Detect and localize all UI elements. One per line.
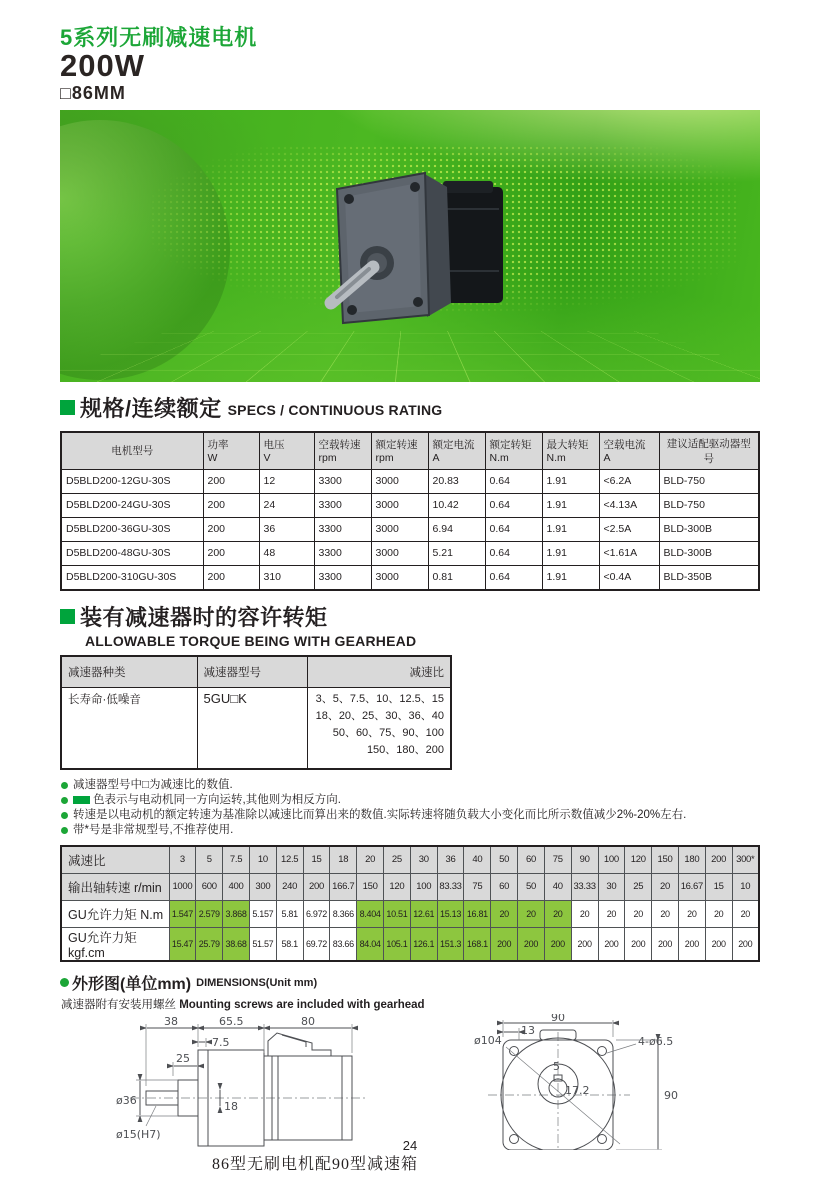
specs-cell: 3000 bbox=[371, 565, 428, 590]
mounting-note bbox=[61, 996, 760, 1012]
specs-cell: 0.64 bbox=[485, 517, 542, 541]
torque-cell: 240 bbox=[276, 873, 303, 900]
torque-cell: 38.68 bbox=[223, 927, 250, 961]
mounting-note-cn: 减速器附有安装用螺丝 bbox=[61, 998, 176, 1011]
torque-cell: 120 bbox=[384, 873, 411, 900]
table-row bbox=[61, 687, 451, 769]
svg-text:65.5: 65.5 bbox=[219, 1014, 244, 1028]
bullet-icon bbox=[61, 827, 68, 834]
torque-cell: 100 bbox=[410, 873, 437, 900]
mounting-note-en: Mounting screws are included with gearhead bbox=[179, 998, 425, 1011]
torque-cell: 69.72 bbox=[303, 927, 330, 961]
specs-cell: 200 bbox=[203, 565, 259, 590]
torque-cell: 5.157 bbox=[249, 900, 276, 927]
gearhead-section-heading bbox=[60, 601, 760, 632]
torque-cell: 150 bbox=[357, 873, 384, 900]
specs-cell: 3000 bbox=[371, 517, 428, 541]
specs-cell: 20.83 bbox=[428, 469, 485, 493]
specs-column-header: 电机型号 bbox=[61, 432, 203, 470]
specs-title-en: SPECS / CONTINUOUS RATING bbox=[227, 402, 443, 419]
note-item bbox=[60, 823, 760, 838]
torque-cell: 60 bbox=[518, 846, 545, 874]
power-rating: 200W bbox=[60, 48, 145, 84]
specs-cell: 36 bbox=[259, 517, 314, 541]
torque-cell: 5 bbox=[196, 846, 223, 874]
specs-cell: D5BLD200-24GU-30S bbox=[61, 493, 203, 517]
torque-cell: 10 bbox=[249, 846, 276, 874]
note-item bbox=[60, 808, 760, 823]
svg-text:ø15(H7): ø15(H7) bbox=[116, 1127, 161, 1141]
specs-cell: D5BLD200-48GU-30S bbox=[61, 541, 203, 565]
column-unit: W bbox=[207, 452, 218, 465]
torque-cell: 2.579 bbox=[196, 900, 223, 927]
torque-cell: 150 bbox=[652, 846, 679, 874]
table-row bbox=[61, 541, 759, 565]
table-row bbox=[61, 873, 759, 900]
torque-cell: 20 bbox=[544, 900, 571, 927]
svg-text:17.2: 17.2 bbox=[565, 1083, 590, 1097]
bullet-icon bbox=[61, 812, 68, 819]
torque-cell: 83.33 bbox=[437, 873, 464, 900]
torque-cell: 400 bbox=[223, 873, 250, 900]
torque-cell: 58.1 bbox=[276, 927, 303, 961]
torque-cell: 120 bbox=[625, 846, 652, 874]
torque-table bbox=[60, 845, 760, 962]
specs-column-header: 功率 W bbox=[203, 432, 259, 470]
torque-cell: 20 bbox=[652, 873, 679, 900]
torque-cell: 40 bbox=[544, 873, 571, 900]
table-row bbox=[61, 469, 759, 493]
torque-cell: 75 bbox=[464, 873, 491, 900]
torque-cell: 200 bbox=[491, 927, 518, 961]
specs-cell: 0.64 bbox=[485, 541, 542, 565]
torque-cell: 40 bbox=[464, 846, 491, 874]
specs-cell: 6.94 bbox=[428, 517, 485, 541]
note-text: 减速器型号中□为减速比的数值. bbox=[73, 778, 233, 791]
dimensions-title-en: DIMENSIONS(Unit mm) bbox=[196, 977, 318, 990]
torque-cell: 12.61 bbox=[410, 900, 437, 927]
torque-cell: 20 bbox=[652, 900, 679, 927]
torque-cell: 8.366 bbox=[330, 900, 357, 927]
torque-cell: 51.57 bbox=[249, 927, 276, 961]
torque-cell: 10 bbox=[732, 873, 759, 900]
torque-cell: 20 bbox=[491, 900, 518, 927]
specs-column-header: 额定转矩 N.m bbox=[485, 432, 542, 470]
note-text: 带*号是非常规型号,不推荐使用. bbox=[73, 824, 234, 837]
torque-cell: 200 bbox=[518, 927, 545, 961]
specs-cell: 1.91 bbox=[542, 493, 599, 517]
table-row bbox=[61, 656, 451, 688]
torque-cell: 200 bbox=[732, 927, 759, 961]
table-row bbox=[61, 927, 759, 961]
svg-text:5: 5 bbox=[553, 1059, 560, 1073]
column-unit: A bbox=[432, 452, 440, 465]
torque-cell: 100 bbox=[598, 846, 625, 874]
column-unit: rpm bbox=[318, 452, 337, 465]
page-footer bbox=[60, 1138, 760, 1182]
torque-cell: 60 bbox=[491, 873, 518, 900]
specs-column-header: 空载电流 A bbox=[599, 432, 659, 470]
torque-cell: 15.47 bbox=[169, 927, 196, 961]
svg-text:90: 90 bbox=[664, 1088, 678, 1102]
torque-cell: 20 bbox=[678, 900, 705, 927]
specs-cell: 1.91 bbox=[542, 565, 599, 590]
column-unit: V bbox=[263, 452, 271, 465]
torque-cell: 33.33 bbox=[571, 873, 598, 900]
note-item bbox=[60, 793, 760, 808]
green-direction-swatch-icon bbox=[73, 796, 90, 804]
torque-cell: 105.1 bbox=[384, 927, 411, 961]
specs-title-cn: 规格/连续额定 bbox=[80, 395, 222, 421]
torque-table-body bbox=[61, 846, 759, 961]
specs-cell: 200 bbox=[203, 469, 259, 493]
torque-cell: 50 bbox=[491, 846, 518, 874]
torque-cell: 20 bbox=[625, 900, 652, 927]
specs-cell: 3300 bbox=[314, 565, 371, 590]
torque-cell: 30 bbox=[410, 846, 437, 874]
torque-cell: 15 bbox=[303, 846, 330, 874]
specs-table-body bbox=[61, 469, 759, 590]
torque-cell: 126.1 bbox=[410, 927, 437, 961]
column-unit: A bbox=[603, 452, 611, 465]
specs-cell: BLD-300B bbox=[659, 517, 759, 541]
specs-cell: D5BLD200-12GU-30S bbox=[61, 469, 203, 493]
column-unit: N.m bbox=[546, 452, 566, 465]
svg-text:ø104: ø104 bbox=[474, 1033, 502, 1047]
table-row bbox=[61, 846, 759, 874]
svg-text:ø36: ø36 bbox=[116, 1093, 137, 1107]
specs-cell: 10.42 bbox=[428, 493, 485, 517]
torque-cell: 1000 bbox=[169, 873, 196, 900]
gearhead-title-en: ALLOWABLE TORQUE BEING WITH GEARHEAD bbox=[85, 632, 417, 649]
torque-cell: 3.868 bbox=[223, 900, 250, 927]
torque-cell: 7.5 bbox=[223, 846, 250, 874]
torque-cell: 20 bbox=[357, 846, 384, 874]
column-unit: N.m bbox=[489, 452, 509, 465]
specs-cell: 3300 bbox=[314, 493, 371, 517]
svg-text:80: 80 bbox=[301, 1014, 315, 1028]
gearhead-title-cn: 装有减速器时的容许转矩 bbox=[80, 604, 328, 630]
table-row bbox=[61, 432, 759, 470]
torque-cell: 16.67 bbox=[678, 873, 705, 900]
specs-table-head bbox=[61, 432, 759, 470]
gearhead-table bbox=[60, 655, 452, 770]
torque-cell: 200 bbox=[705, 927, 732, 961]
specs-cell: BLD-750 bbox=[659, 493, 759, 517]
specs-column-header: 空载转速 rpm bbox=[314, 432, 371, 470]
note-item bbox=[60, 778, 760, 793]
svg-text:13: 13 bbox=[521, 1023, 535, 1037]
dimensions-heading bbox=[60, 971, 760, 994]
torque-cell: 200 bbox=[571, 927, 598, 961]
svg-text:18: 18 bbox=[224, 1099, 238, 1113]
specs-cell: 48 bbox=[259, 541, 314, 565]
torque-row-label: 减速比 bbox=[61, 846, 169, 874]
gearhead-ratios: 3、5、7.5、10、12.5、15 18、20、25、30、36、40 50、60、75、90、100 150、180、200 bbox=[307, 687, 451, 769]
specs-cell: 200 bbox=[203, 541, 259, 565]
notes-list bbox=[60, 778, 760, 839]
specs-column-header: 电压 V bbox=[259, 432, 314, 470]
specs-cell: 0.64 bbox=[485, 469, 542, 493]
torque-cell: 25.79 bbox=[196, 927, 223, 961]
specs-cell: 3300 bbox=[314, 517, 371, 541]
torque-cell: 16.81 bbox=[464, 900, 491, 927]
torque-cell: 18 bbox=[330, 846, 357, 874]
specs-cell: 3300 bbox=[314, 469, 371, 493]
svg-text:25: 25 bbox=[176, 1051, 190, 1065]
torque-cell: 5.81 bbox=[276, 900, 303, 927]
gear-motor-photo bbox=[285, 151, 535, 351]
specs-cell: BLD-350B bbox=[659, 565, 759, 590]
green-square-icon bbox=[60, 609, 75, 624]
torque-cell: 15 bbox=[705, 873, 732, 900]
svg-text:38: 38 bbox=[164, 1014, 178, 1028]
specs-cell: 3000 bbox=[371, 469, 428, 493]
torque-cell: 83.66 bbox=[330, 927, 357, 961]
note-text: 转速是以电动机的额定转速为基准除以减速比而算出来的数值.实际转速将随负载大小变化而比所示数值减少2%-20%左右. bbox=[73, 809, 687, 822]
torque-cell: 36 bbox=[437, 846, 464, 874]
specs-cell: <0.4A bbox=[599, 565, 659, 590]
torque-cell: 200 bbox=[598, 927, 625, 961]
torque-cell: 300 bbox=[249, 873, 276, 900]
torque-cell: 20 bbox=[732, 900, 759, 927]
specs-section-heading bbox=[60, 392, 760, 423]
torque-cell: 8.404 bbox=[357, 900, 384, 927]
specs-cell: 0.64 bbox=[485, 565, 542, 590]
torque-cell: 90 bbox=[571, 846, 598, 874]
specs-cell: 1.91 bbox=[542, 469, 599, 493]
torque-cell: 200 bbox=[544, 927, 571, 961]
note-text: 色表示与电动机同一方向运转,其他则为相反方向. bbox=[93, 794, 341, 807]
torque-row-label: GU允许力矩 kgf.cm bbox=[61, 927, 169, 961]
specs-cell: 200 bbox=[203, 517, 259, 541]
specs-table bbox=[60, 431, 760, 591]
table-row bbox=[61, 900, 759, 927]
torque-cell: 25 bbox=[625, 873, 652, 900]
bullet-icon bbox=[61, 797, 68, 804]
torque-cell: 151.3 bbox=[437, 927, 464, 961]
dimensions-title-cn: 外形图(单位mm) bbox=[72, 975, 192, 993]
torque-cell: 50 bbox=[518, 873, 545, 900]
torque-cell: 166.7 bbox=[330, 873, 357, 900]
torque-row-label: GU允许力矩 N.m bbox=[61, 900, 169, 927]
torque-cell: 3 bbox=[169, 846, 196, 874]
svg-text:7.5: 7.5 bbox=[212, 1035, 230, 1049]
torque-cell: 200 bbox=[652, 927, 679, 961]
specs-cell: 200 bbox=[203, 493, 259, 517]
green-square-icon bbox=[60, 400, 75, 415]
torque-cell: 1.547 bbox=[169, 900, 196, 927]
torque-cell: 25 bbox=[384, 846, 411, 874]
specs-cell: BLD-750 bbox=[659, 469, 759, 493]
specs-cell: 3000 bbox=[371, 541, 428, 565]
gearhead-model: 5GU□K bbox=[197, 687, 307, 769]
torque-cell: 12.5 bbox=[276, 846, 303, 874]
specs-column-header: 建议适配驱动器型号 bbox=[659, 432, 759, 470]
bullet-icon bbox=[60, 978, 69, 987]
specs-cell: D5BLD200-310GU-30S bbox=[61, 565, 203, 590]
torque-cell: 20 bbox=[705, 900, 732, 927]
specs-column-header: 额定电流 A bbox=[428, 432, 485, 470]
specs-cell: 5.21 bbox=[428, 541, 485, 565]
specs-cell: <1.61A bbox=[599, 541, 659, 565]
torque-row-label: 输出轴转速 r/min bbox=[61, 873, 169, 900]
torque-cell: 20 bbox=[518, 900, 545, 927]
torque-cell: 300* bbox=[732, 846, 759, 874]
table-row bbox=[61, 493, 759, 517]
gearhead-col-type: 减速器种类 bbox=[61, 656, 197, 688]
torque-cell: 10.51 bbox=[384, 900, 411, 927]
specs-cell: 1.91 bbox=[542, 517, 599, 541]
torque-cell: 168.1 bbox=[464, 927, 491, 961]
specs-column-header: 最大转矩 N.m bbox=[542, 432, 599, 470]
torque-cell: 30 bbox=[598, 873, 625, 900]
specs-cell: BLD-300B bbox=[659, 541, 759, 565]
datasheet-page bbox=[60, 0, 760, 1182]
series-title: 5系列无刷减速电机 bbox=[60, 25, 258, 50]
gearhead-col-ratio: 减速比 bbox=[307, 656, 451, 688]
torque-cell: 200 bbox=[705, 846, 732, 874]
torque-cell: 75 bbox=[544, 846, 571, 874]
torque-cell: 200 bbox=[303, 873, 330, 900]
specs-cell: <2.5A bbox=[599, 517, 659, 541]
gearhead-col-model: 减速器型号 bbox=[197, 656, 307, 688]
table-row bbox=[61, 565, 759, 590]
torque-cell: 600 bbox=[196, 873, 223, 900]
bullet-icon bbox=[61, 782, 68, 789]
specs-cell: 12 bbox=[259, 469, 314, 493]
torque-cell: 20 bbox=[598, 900, 625, 927]
svg-text:90: 90 bbox=[551, 1013, 565, 1024]
specs-cell: 3300 bbox=[314, 541, 371, 565]
specs-cell: <6.2A bbox=[599, 469, 659, 493]
page-number: 24 bbox=[402, 1137, 418, 1153]
specs-cell: 0.64 bbox=[485, 493, 542, 517]
specs-cell: D5BLD200-36GU-30S bbox=[61, 517, 203, 541]
specs-cell: 0.81 bbox=[428, 565, 485, 590]
drawing-caption: 86型无刷电机配90型减速箱 bbox=[212, 1155, 419, 1173]
table-row bbox=[61, 517, 759, 541]
frame-size: □86MM bbox=[60, 83, 126, 104]
torque-cell: 84.04 bbox=[357, 927, 384, 961]
specs-cell: 1.91 bbox=[542, 541, 599, 565]
torque-cell: 200 bbox=[678, 927, 705, 961]
gearhead-type: 长寿命·低噪音 bbox=[61, 687, 197, 769]
specs-column-header: 额定转速 rpm bbox=[371, 432, 428, 470]
torque-cell: 15.13 bbox=[437, 900, 464, 927]
torque-cell: 200 bbox=[625, 927, 652, 961]
specs-cell: 3000 bbox=[371, 493, 428, 517]
torque-cell: 20 bbox=[571, 900, 598, 927]
svg-text:4-ø6.5: 4-ø6.5 bbox=[638, 1034, 674, 1048]
product-banner bbox=[60, 110, 760, 382]
torque-cell: 180 bbox=[678, 846, 705, 874]
torque-cell: 6.972 bbox=[303, 900, 330, 927]
specs-cell: <4.13A bbox=[599, 493, 659, 517]
column-unit: rpm bbox=[375, 452, 394, 465]
specs-cell: 310 bbox=[259, 565, 314, 590]
specs-cell: 24 bbox=[259, 493, 314, 517]
